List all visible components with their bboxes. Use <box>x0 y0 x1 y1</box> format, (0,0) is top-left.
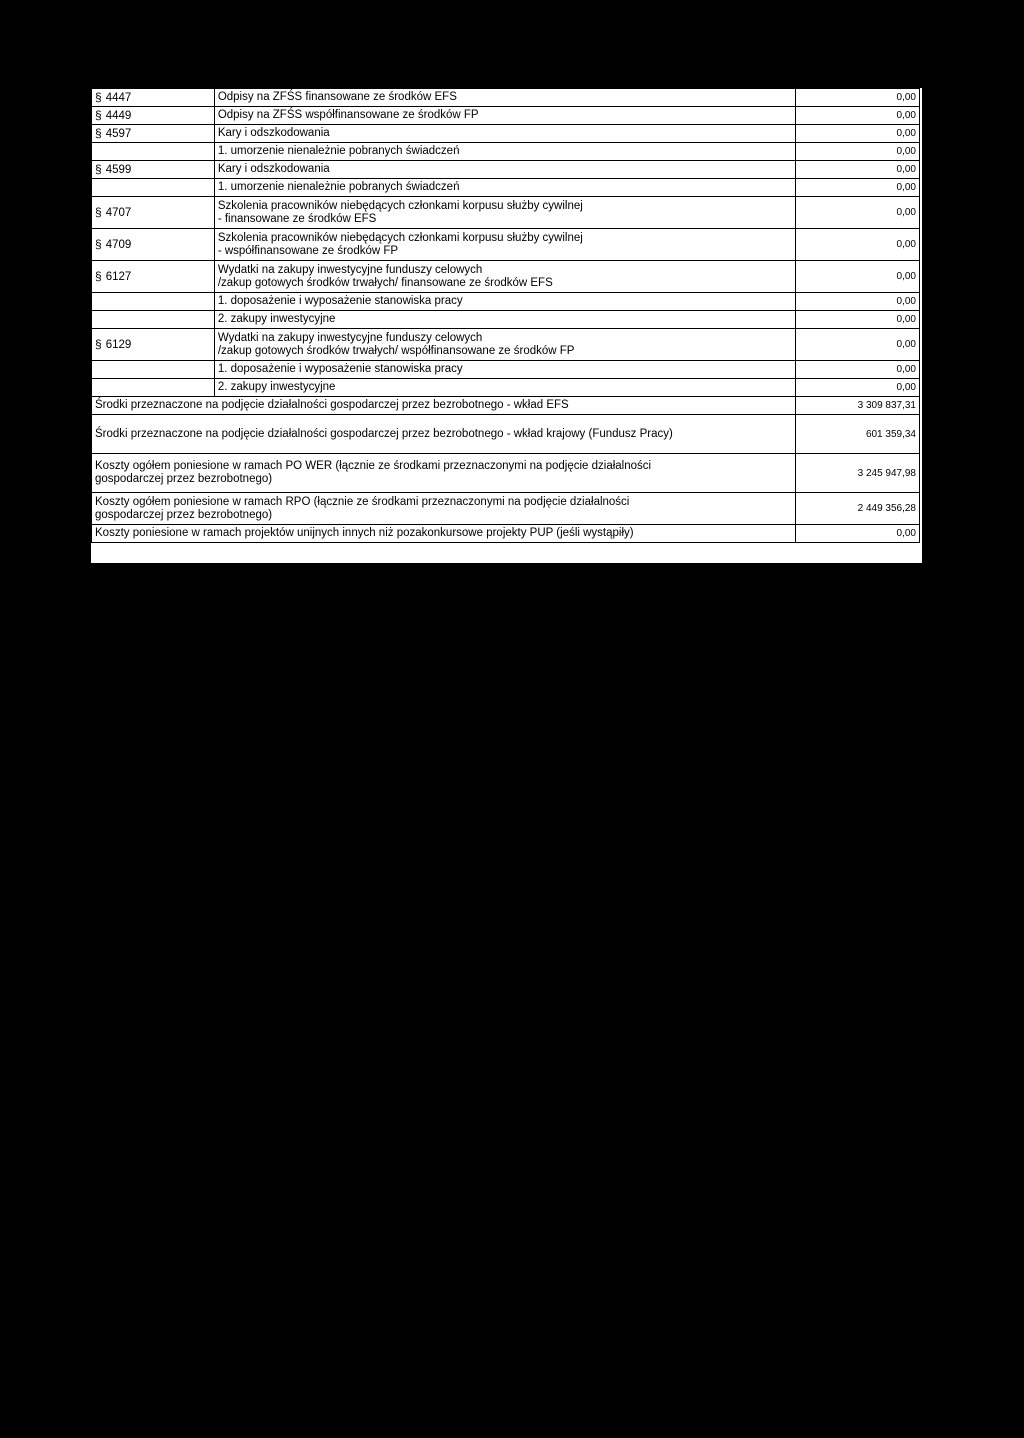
paragraph-code: § 4449 <box>92 107 215 125</box>
table-row <box>92 311 920 329</box>
summary-label: Koszty poniesione w ramach projektów unijnych innych niż pozakonkursowe projekty PUP (jeśli wystąpiły) <box>92 525 796 543</box>
table-row <box>92 261 920 293</box>
paragraph-icon: § <box>95 336 102 351</box>
summary-label: Koszty ogółem poniesione w ramach RPO (łącznie ze środkami przeznaczonymi na podjęcie działalności gospodarczej przez bezrobotnego) <box>92 493 796 525</box>
table-row <box>92 229 920 261</box>
row-description: Wydatki na zakupy inwestycyjne funduszy celowych /zakup gotowych środków trwałych/ współfinansowane ze środków FP <box>214 329 795 361</box>
summary-label: Środki przeznaczone na podjęcie działalności gospodarczej przez bezrobotnego - wkład krajowy (Fundusz Pracy) <box>92 415 796 454</box>
paragraph-code-empty <box>92 311 215 329</box>
row-description: 2. zakupy inwestycyjne <box>214 311 795 329</box>
summary-row <box>92 454 920 493</box>
paragraph-icon: § <box>95 89 102 104</box>
row-value: 0,00 <box>796 229 920 261</box>
paragraph-code: § 4447 <box>92 89 215 107</box>
paragraph-icon: § <box>95 107 102 122</box>
row-description: Szkolenia pracowników niebędących członkami korpusu służby cywilnej - finansowane ze środków EFS <box>214 197 795 229</box>
paragraph-code-empty <box>92 293 215 311</box>
row-value: 0,00 <box>796 143 920 161</box>
paragraph-code-empty <box>92 379 215 397</box>
paragraph-icon: § <box>95 236 102 251</box>
row-description: 2. zakupy inwestycyjne <box>214 379 795 397</box>
row-value: 0,00 <box>796 329 920 361</box>
table-row <box>92 161 920 179</box>
table-row <box>92 89 920 107</box>
paragraph-code-empty <box>92 179 215 197</box>
summary-value: 0,00 <box>796 525 920 543</box>
table-row <box>92 179 920 197</box>
paragraph-icon: § <box>95 125 102 140</box>
paragraph-code-empty <box>92 361 215 379</box>
row-description: Wydatki na zakupy inwestycyjne funduszy celowych /zakup gotowych środków trwałych/ finansowane ze środków EFS <box>214 261 795 293</box>
row-description: Kary i odszkodowania <box>214 125 795 143</box>
table-row <box>92 125 920 143</box>
row-description: Odpisy na ZFŚS współfinansowane ze środków FP <box>214 107 795 125</box>
document-page <box>91 88 922 563</box>
paragraph-code-empty <box>92 143 215 161</box>
row-value: 0,00 <box>796 361 920 379</box>
row-value: 0,00 <box>796 261 920 293</box>
paragraph-code: § 4599 <box>92 161 215 179</box>
row-value: 0,00 <box>796 379 920 397</box>
row-value: 0,00 <box>796 161 920 179</box>
paragraph-code: § 6129 <box>92 329 215 361</box>
summary-label: Koszty ogółem poniesione w ramach PO WER (łącznie ze środkami przeznaczonymi na podjęcie działalności gospodarczej przez bezrobotnego) <box>92 454 796 493</box>
paragraph-icon: § <box>95 268 102 283</box>
row-description: 1. doposażenie i wyposażenie stanowiska pracy <box>214 361 795 379</box>
summary-value: 3 245 947,98 <box>796 454 920 493</box>
row-description: 1. doposażenie i wyposażenie stanowiska pracy <box>214 293 795 311</box>
paragraph-icon: § <box>95 161 102 176</box>
paragraph-icon: § <box>95 204 102 219</box>
paragraph-code: § 4707 <box>92 197 215 229</box>
row-value: 0,00 <box>796 179 920 197</box>
table-row <box>92 293 920 311</box>
row-description: Kary i odszkodowania <box>214 161 795 179</box>
summary-row <box>92 493 920 525</box>
summary-row <box>92 525 920 543</box>
row-value: 0,00 <box>796 107 920 125</box>
table-row <box>92 361 920 379</box>
summary-row <box>92 397 920 415</box>
table-row <box>92 329 920 361</box>
row-value: 0,00 <box>796 311 920 329</box>
row-description: 1. umorzenie nienależnie pobranych świadczeń <box>214 143 795 161</box>
summary-value: 601 359,34 <box>796 415 920 454</box>
paragraph-code: § 6127 <box>92 261 215 293</box>
table-row <box>92 143 920 161</box>
paragraph-code: § 4709 <box>92 229 215 261</box>
summary-label: Środki przeznaczone na podjęcie działalności gospodarczej przez bezrobotnego - wkład EFS <box>92 397 796 415</box>
summary-row <box>92 415 920 454</box>
table-row <box>92 107 920 125</box>
row-description: 1. umorzenie nienależnie pobranych świadczeń <box>214 179 795 197</box>
expense-table <box>91 88 920 543</box>
table-row <box>92 379 920 397</box>
paragraph-code: § 4597 <box>92 125 215 143</box>
summary-value: 3 309 837,31 <box>796 397 920 415</box>
row-description: Odpisy na ZFŚS finansowane ze środków EFS <box>214 89 795 107</box>
summary-value: 2 449 356,28 <box>796 493 920 525</box>
row-value: 0,00 <box>796 125 920 143</box>
row-value: 0,00 <box>796 89 920 107</box>
row-description: Szkolenia pracowników niebędących członkami korpusu służby cywilnej - współfinansowane ze środków FP <box>214 229 795 261</box>
table-row <box>92 197 920 229</box>
row-value: 0,00 <box>796 293 920 311</box>
row-value: 0,00 <box>796 197 920 229</box>
